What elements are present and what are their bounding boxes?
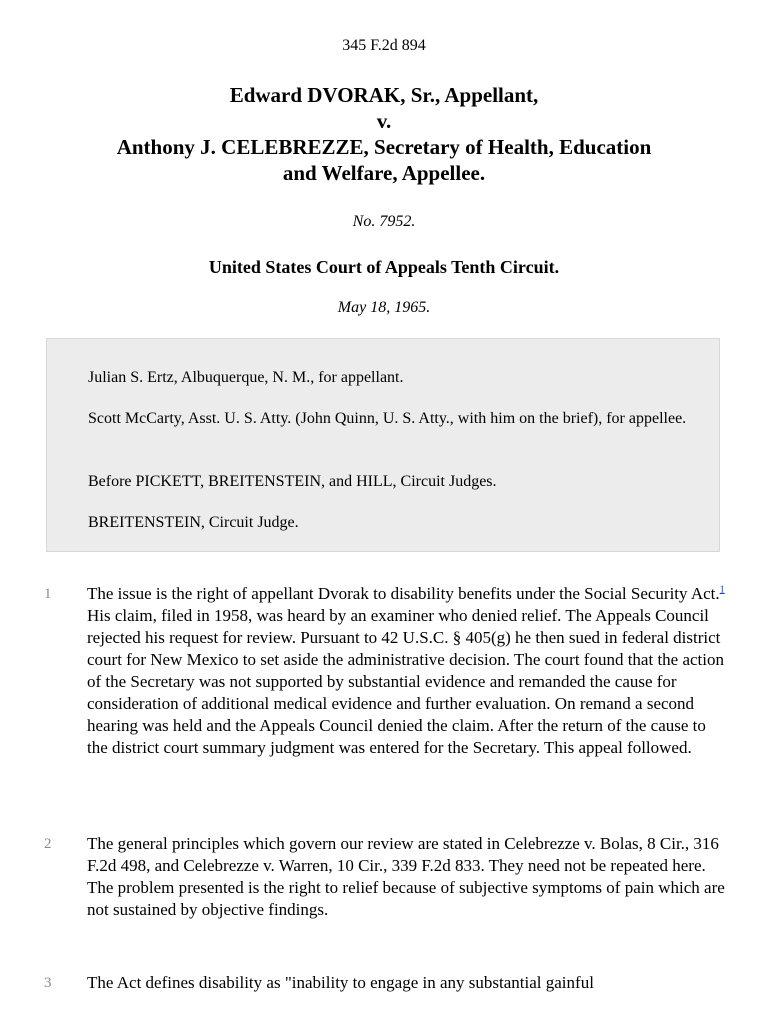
docket-number: No. 7952. xyxy=(352,213,416,230)
opinion-author: BREITENSTEIN, Circuit Judge. xyxy=(88,514,299,531)
paragraph-number: 1 xyxy=(44,586,52,602)
paragraph-text: The Act defines disability as "inability to engage in any substantial gainful xyxy=(87,973,594,992)
case-title xyxy=(40,82,728,186)
paragraph-number: 3 xyxy=(44,975,52,991)
court-name: United States Court of Appeals Tenth Circuit. xyxy=(208,257,560,277)
footnote-link[interactable]: 1 xyxy=(719,584,725,596)
case-title-appellee-line2: and Welfare, Appellee. xyxy=(282,161,486,185)
counsel-appellant: Julian S. Ertz, Albuquerque, N. M., for appellant. xyxy=(88,369,404,386)
case-title-appellant: Edward DVORAK, Sr., Appellant, xyxy=(229,83,539,107)
counsel-appellee: Scott McCarty, Asst. U. S. Atty. (John Quinn, U. S. Atty., with him on the brief), for appellee. xyxy=(88,410,687,427)
decision-date: May 18, 1965. xyxy=(337,299,431,316)
judges-panel: Before PICKETT, BREITENSTEIN, and HILL, Circuit Judges. xyxy=(88,473,497,490)
case-title-versus: v. xyxy=(376,109,392,133)
paragraph-text-before: The issue is the right of appellant Dvorak to disability benefits under the Social Security Act. xyxy=(87,584,720,603)
case-citation: 345 F.2d 894 xyxy=(342,37,426,54)
case-title-appellee-line1: Anthony J. CELEBREZZE, Secretary of Health, Education xyxy=(116,135,652,159)
paragraph-number: 2 xyxy=(44,836,52,852)
counsel-box xyxy=(46,338,720,552)
paragraph-text: The general principles which govern our review are stated in Celebrezze v. Bolas, 8 Cir., 316 F.2d 498, and Celebrezze v. Warren, 10 Cir., 339 F.2d 833. They need not be repeated here. The problem presented is the right to relief because of subjective symptoms of pain which are not sustained by objective findings. xyxy=(87,834,725,919)
paragraph-text xyxy=(87,583,727,759)
paragraph-text-after: His claim, filed in 1958, was heard by an examiner who denied relief. The Appeals Council rejected his request for review. Pursuant to 42 U.S.C. § 405(g) he then sued in federal district court for New Mexico to set aside the administrative decision. The court found that the action of the Secretary was not supported by substantial evidence and remanded the cause for consideration of additional medical evidence and further evaluation. On remand a second hearing was held and the Appeals Council denied the claim. After the return of the cause to the district court summary judgment was entered for the Secretary. This appeal followed. xyxy=(87,606,725,757)
